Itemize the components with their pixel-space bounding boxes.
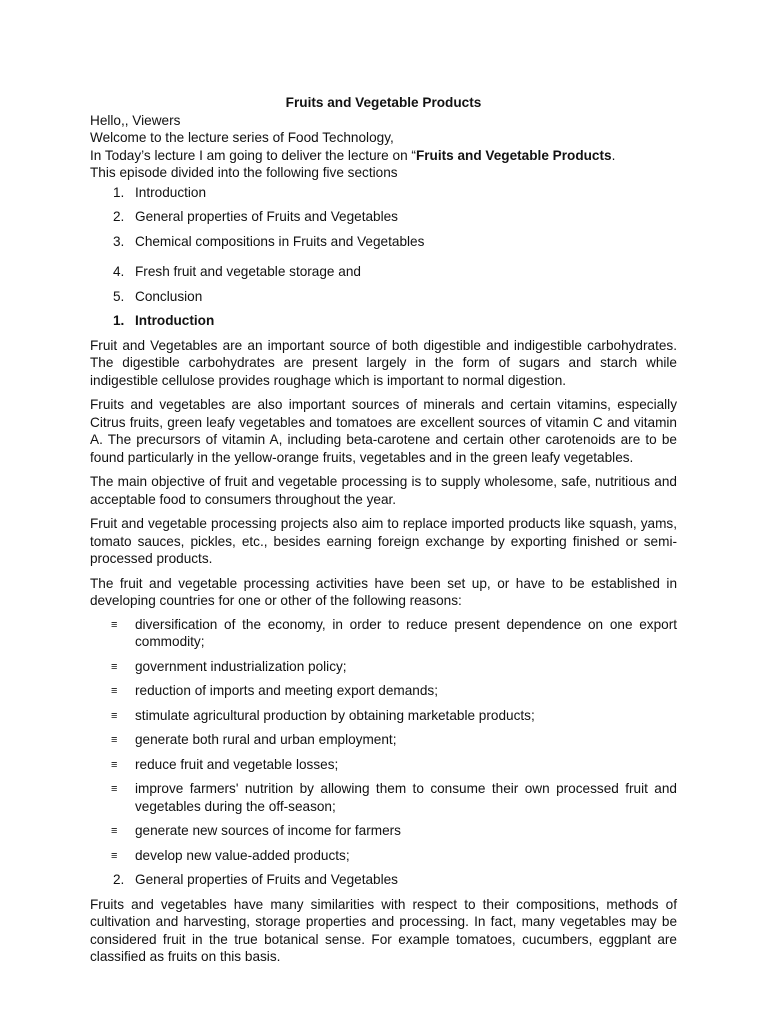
bullet-marker: ≡ xyxy=(111,758,118,771)
greeting: Hello,, Viewers xyxy=(90,112,181,128)
bullet-marker: ≡ xyxy=(111,849,118,862)
reason-text: develop new value-added products; xyxy=(135,847,350,863)
reason-list-item xyxy=(90,658,677,676)
reason-text: stimulate agricultural production by obtaining marketable products; xyxy=(135,707,535,723)
paragraph: The fruit and vegetable processing activities have been set up, or have to be established in developing countries for one or other of the following reasons: xyxy=(90,575,677,608)
reason-text: government industrialization policy; xyxy=(135,658,347,674)
section-list-item xyxy=(90,208,677,226)
lecture-intro-prefix: In Today’s lecture I am going to deliver the lecture on “ xyxy=(90,147,416,163)
section-number: 2. xyxy=(113,209,125,224)
paragraph: The main objective of fruit and vegetable processing is to supply wholesome, safe, nutritious and acceptable food to consumers throughout the year. xyxy=(90,474,677,507)
paragraph: Fruit and Vegetables are an important source of both digestible and indigestible carbohydrates. The digestible carbohydrates are present largely in the form of sugars and starch while indigestible cellulose provides roughage which is important to normal digestion. xyxy=(90,337,677,388)
section-label: Chemical compositions in Fruits and Vegetables xyxy=(135,233,425,249)
reason-text: diversification of the economy, in order to reduce present dependence on one export commodity; xyxy=(135,616,677,649)
section-label: Conclusion xyxy=(135,288,203,304)
section-list-item xyxy=(90,233,677,251)
bullet-marker: ≡ xyxy=(111,783,118,795)
reason-list-item xyxy=(90,756,677,774)
document-body xyxy=(90,94,677,966)
section-number: 4. xyxy=(113,264,125,279)
document-title: Fruits and Vegetable Products xyxy=(285,95,482,110)
reason-list-item xyxy=(90,822,677,840)
reason-text: generate both rural and urban employment; xyxy=(135,732,397,747)
reason-list-item xyxy=(90,682,677,700)
reason-list-item xyxy=(90,847,677,865)
section-label: Fresh fruit and vegetable storage and xyxy=(135,264,361,279)
section-heading-label: Introduction xyxy=(135,313,215,328)
section-heading-general-properties xyxy=(90,871,677,889)
paragraph: Fruits and vegetables are also important sources of minerals and certain vitamins, especially Citrus fruits, green leafy vegetables and tomatoes are excellent sources of vitamin C and vitamin A. The precursors of vitamin A, including beta-carotene and certain other carotenoids are to be found particularly in the yellow-orange fruits, vegetables and in the green leafy vegetables. xyxy=(90,397,677,465)
reason-list-item xyxy=(90,616,677,651)
lecture-intro-topic: Fruits and Vegetable Products xyxy=(415,147,612,163)
bullet-marker: ≡ xyxy=(111,734,118,746)
bullet-marker: ≡ xyxy=(111,825,118,837)
reason-text: reduce fruit and vegetable losses; xyxy=(135,756,339,772)
bullet-marker: ≡ xyxy=(111,618,118,631)
reason-text: reduction of imports and meeting export demands; xyxy=(135,683,439,698)
reason-text: generate new sources of income for farmers xyxy=(135,823,401,838)
section-list-item xyxy=(90,184,677,202)
section-heading-number: 1. xyxy=(113,313,125,328)
welcome-line: Welcome to the lecture series of Food Technology, xyxy=(90,130,394,145)
reason-list-item xyxy=(90,707,677,725)
bullet-marker: ≡ xyxy=(111,685,118,697)
section-list-item xyxy=(90,263,677,281)
section-number: 3. xyxy=(113,233,125,249)
sections-list xyxy=(90,184,677,306)
episode-line: This episode divided into the following five sections xyxy=(90,165,398,180)
paragraph: Fruit and vegetable processing projects also aim to replace imported products like squash, yams, tomato sauces, pickles, etc., besides earning foreign exchange by exporting finished or semi-processed products. xyxy=(90,516,677,566)
closing-paragraph: Fruits and vegetables have many similarities with respect to their compositions, methods of cultivation and harvesting, storage properties and processing. In fact, many vegetables may be considered fruit in the true botanical sense. For example tomatoes, cucumbers, eggplant are classified as fruits on this basis. xyxy=(90,896,677,964)
reasons-list xyxy=(90,616,677,865)
bullet-marker: ≡ xyxy=(111,660,118,673)
section-heading-number: 2. xyxy=(113,872,125,887)
reason-text: improve farmers' nutrition by allowing them to consume their own processed fruit and vegetables during the off-season; xyxy=(135,781,677,814)
section-number: 1. xyxy=(113,184,125,200)
reason-list-item xyxy=(90,780,677,815)
section-heading-label: General properties of Fruits and Vegetables xyxy=(135,872,398,887)
lecture-intro-line xyxy=(90,147,677,165)
reason-list-item xyxy=(90,731,677,749)
section-label: General properties of Fruits and Vegetables xyxy=(135,209,398,224)
lecture-intro-suffix: . xyxy=(611,147,616,163)
section-list-item xyxy=(90,288,677,306)
section-heading-introduction xyxy=(90,312,677,330)
bullet-marker: ≡ xyxy=(111,709,118,722)
section-label: Introduction xyxy=(135,184,207,200)
section-number: 5. xyxy=(113,288,125,304)
